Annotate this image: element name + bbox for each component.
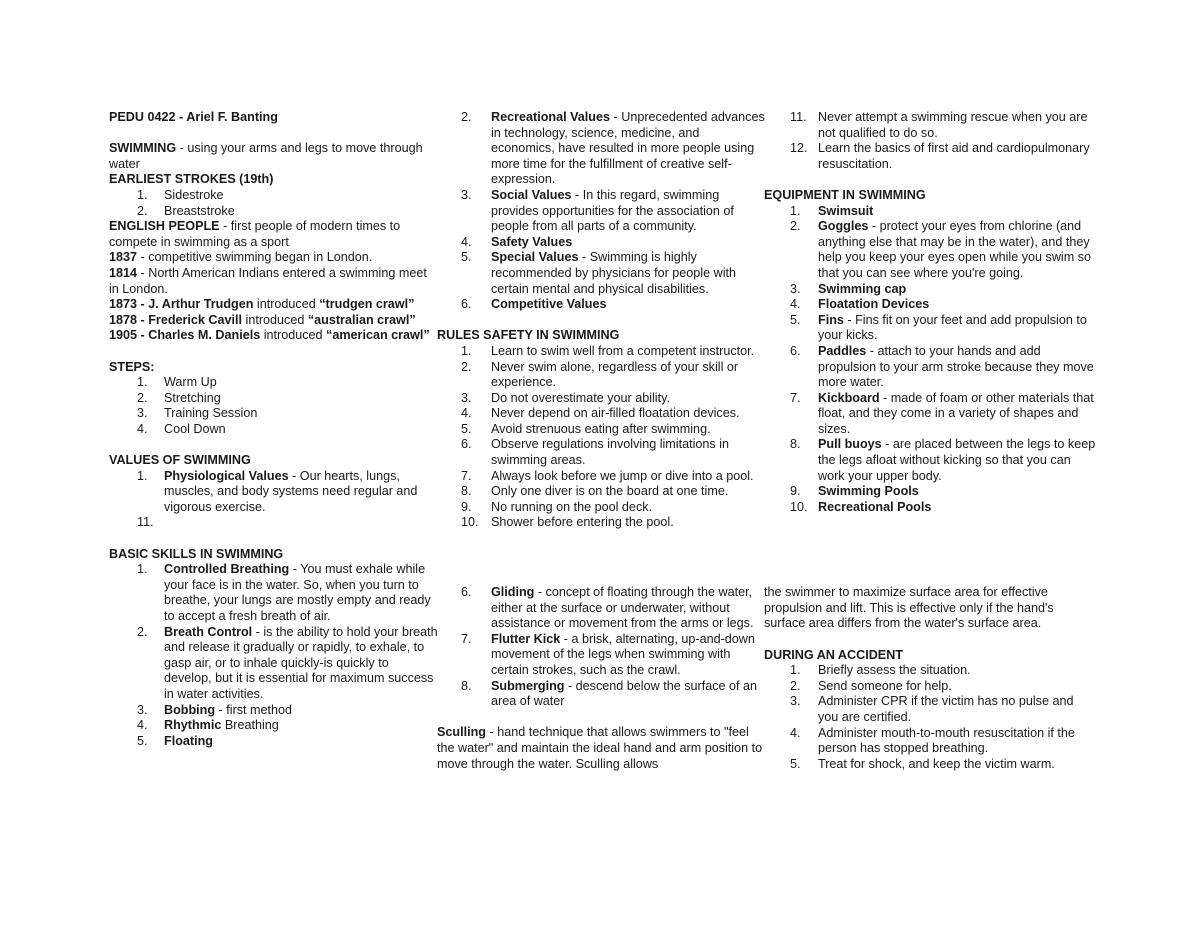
- values-title: VALUES OF SWIMMING: [109, 453, 251, 468]
- list-item: 1. Swimsuit: [790, 203, 874, 218]
- column-3-top: [764, 110, 1096, 515]
- column-1: [109, 110, 439, 749]
- english-people-definition: ENGLISH PEOPLE - first people of modern times to compete in swimming as a sport: [109, 219, 401, 249]
- list-item: 3. Social Values - In this regard, swimming provides opportunities for the association of people from all parts of a community.: [461, 187, 734, 234]
- list-item: 7. Flutter Kick - a brisk, alternating, up-and-down movement of the legs when swimming with certain strokes, such as the crawl.: [461, 631, 755, 677]
- list-item: 8. Submerging - descend below the surface of an area of water: [461, 678, 758, 709]
- document-header: PEDU 0422 - Ariel F. Banting: [109, 110, 278, 124]
- list-item: 7. Kickboard - made of foam or other materials that float, and they come in a variety of shapes and sizes.: [790, 390, 1094, 436]
- column-3-bottom: [764, 585, 1096, 772]
- list-item: 2. Never swim alone, regardless of your skill or experience.: [461, 359, 739, 390]
- list-item: 4. Floatation Devices: [790, 297, 930, 312]
- list-item: 5. Fins - Fins fit on your feet and add propulsion to your kicks.: [790, 312, 1087, 343]
- list-item: 12. Learn the basics of first aid and cardiopulmonary resuscitation.: [790, 141, 1090, 171]
- column-2-bottom: [437, 585, 765, 772]
- list-item: 1. Physiological Values - Our hearts, lungs, muscles, and body systems need regular and vigorous exercise.: [137, 468, 418, 514]
- sculling-continuation: [764, 585, 1096, 632]
- list-item: 5. Treat for shock, and keep the victim warm.: [790, 756, 1055, 771]
- list-item: 2. Breaststroke: [137, 203, 235, 218]
- history-entry: 1837 - competitive swimming began in London.: [109, 250, 373, 265]
- rules-title: RULES SAFETY IN SWIMMING: [437, 328, 620, 343]
- list-item: 5. Avoid strenuous eating after swimming.: [461, 421, 711, 436]
- list-item: 6. Competitive Values: [461, 297, 607, 312]
- list-item: 3. Do not overestimate your ability.: [461, 390, 670, 405]
- list-item: 6. Gliding - concept of floating through the water, either at the surface or underwater, without assistance or movement from the arms or legs.: [461, 585, 754, 631]
- accident-title: DURING AN ACCIDENT: [764, 647, 903, 662]
- author-name: Ariel F. Banting: [186, 110, 278, 124]
- list-item: 10. Recreational Pools: [790, 499, 932, 514]
- list-item: 3. Training Session: [137, 406, 258, 421]
- list-item: 6. Paddles - attach to your hands and add propulsion to your arm stroke because they move more water.: [790, 343, 1094, 390]
- list-item: 2. Stretching: [137, 390, 221, 405]
- list-item: 4. Rhythmic Breathing: [137, 718, 279, 733]
- basic-skills-title: BASIC SKILLS IN SWIMMING: [109, 546, 284, 561]
- steps-title: STEPS:: [109, 359, 155, 374]
- list-item: 1. Sidestroke: [137, 187, 224, 202]
- list-item: 10. Shower before entering the pool.: [461, 515, 674, 530]
- history-entry: 1878 - Frederick Cavill introduced “australian crawl”: [109, 312, 416, 327]
- list-item: 11.: [137, 515, 154, 530]
- equipment-title: EQUIPMENT IN SWIMMING: [764, 187, 926, 202]
- list-item: 2. Send someone for help.: [790, 678, 952, 693]
- list-item: 4. Administer mouth-to-mouth resuscitation if the person has stopped breathing.: [790, 725, 1075, 756]
- list-item: 1. Warm Up: [137, 375, 217, 390]
- list-item: 7. Always look before we jump or dive into a pool.: [461, 468, 754, 483]
- list-item: 1. Learn to swim well from a competent instructor.: [461, 343, 755, 358]
- list-item: 3. Swimming cap: [790, 281, 907, 296]
- list-item: 2. Goggles - protect your eyes from chlorine (and anything else that may be in the water), and they help you keep your eyes open while you swim so that you can see where you're going.: [790, 219, 1092, 280]
- list-item: 5. Floating: [137, 733, 213, 748]
- sculling-paragraph: Sculling - hand technique that allows swimmers to "feel the water" and maintain the ideal hand and arm position to move through the water. Sculling allows: [437, 725, 763, 771]
- list-item: 3. Administer CPR if the victim has no pulse and you are certified.: [790, 694, 1074, 724]
- list-item: 4. Safety Values: [461, 234, 573, 249]
- list-item: 5. Special Values - Swimming is highly recommended by physicians for people with certain mental and physical disabilities.: [461, 250, 737, 296]
- list-item: 3. Bobbing - first method: [137, 702, 293, 717]
- column-2-top: [437, 110, 765, 531]
- list-item: 9. No running on the pool deck.: [461, 499, 653, 514]
- earliest-strokes-title: EARLIEST STROKES (19th): [109, 172, 274, 187]
- list-item: 2. Recreational Values - Unprecedented advances in technology, science, medicine, and economics, have resulted in more people using more time for the fulfillment of creative self-expression.: [461, 110, 765, 187]
- sculling-continued-text: the swimmer to maximize surface area for effective propulsion and lift. This is effective only if the hand's surface area differs from the water's surface area.: [764, 585, 1054, 631]
- history-entry: 1814 - North American Indians entered a swimming meet in London.: [109, 265, 427, 296]
- course-code: PEDU 0422: [109, 110, 176, 124]
- list-item: 2. Breath Control - is the ability to hold your breath and release it gradually or rapidly, to exhale, to gasp air, or to inhale quickly-is quickly to develop, but it is essential for maximum success in water activities.: [137, 624, 438, 701]
- history-entry: 1873 - J. Arthur Trudgen introduced “trudgen crawl”: [109, 297, 415, 312]
- list-item: 8. Only one diver is on the board at one time.: [461, 484, 729, 499]
- history-entry: 1905 - Charles M. Daniels introduced “american crawl”: [109, 328, 430, 343]
- list-item: 11. Never attempt a swimming rescue when you are not qualified to do so.: [790, 110, 1088, 140]
- list-item: 8. Pull buoys - are placed between the legs to keep the legs afloat without kicking so that you can work your upper body.: [790, 437, 1096, 483]
- list-item: 6. Observe regulations involving limitations in swimming areas.: [461, 437, 729, 468]
- list-item: 9. Swimming Pools: [790, 484, 919, 499]
- swimming-definition: SWIMMING - using your arms and legs to move through water: [109, 141, 423, 171]
- list-item: 1. Briefly assess the situation.: [790, 663, 971, 678]
- list-item: 1. Controlled Breathing - You must exhale while your face is in the water. So, when you turn to breathe, your lungs are mostly empty and ready to accept a fresh breath of air.: [137, 562, 431, 623]
- list-item: 4. Cool Down: [137, 421, 226, 436]
- list-item: 4. Never depend on air-filled floatation devices.: [461, 406, 740, 421]
